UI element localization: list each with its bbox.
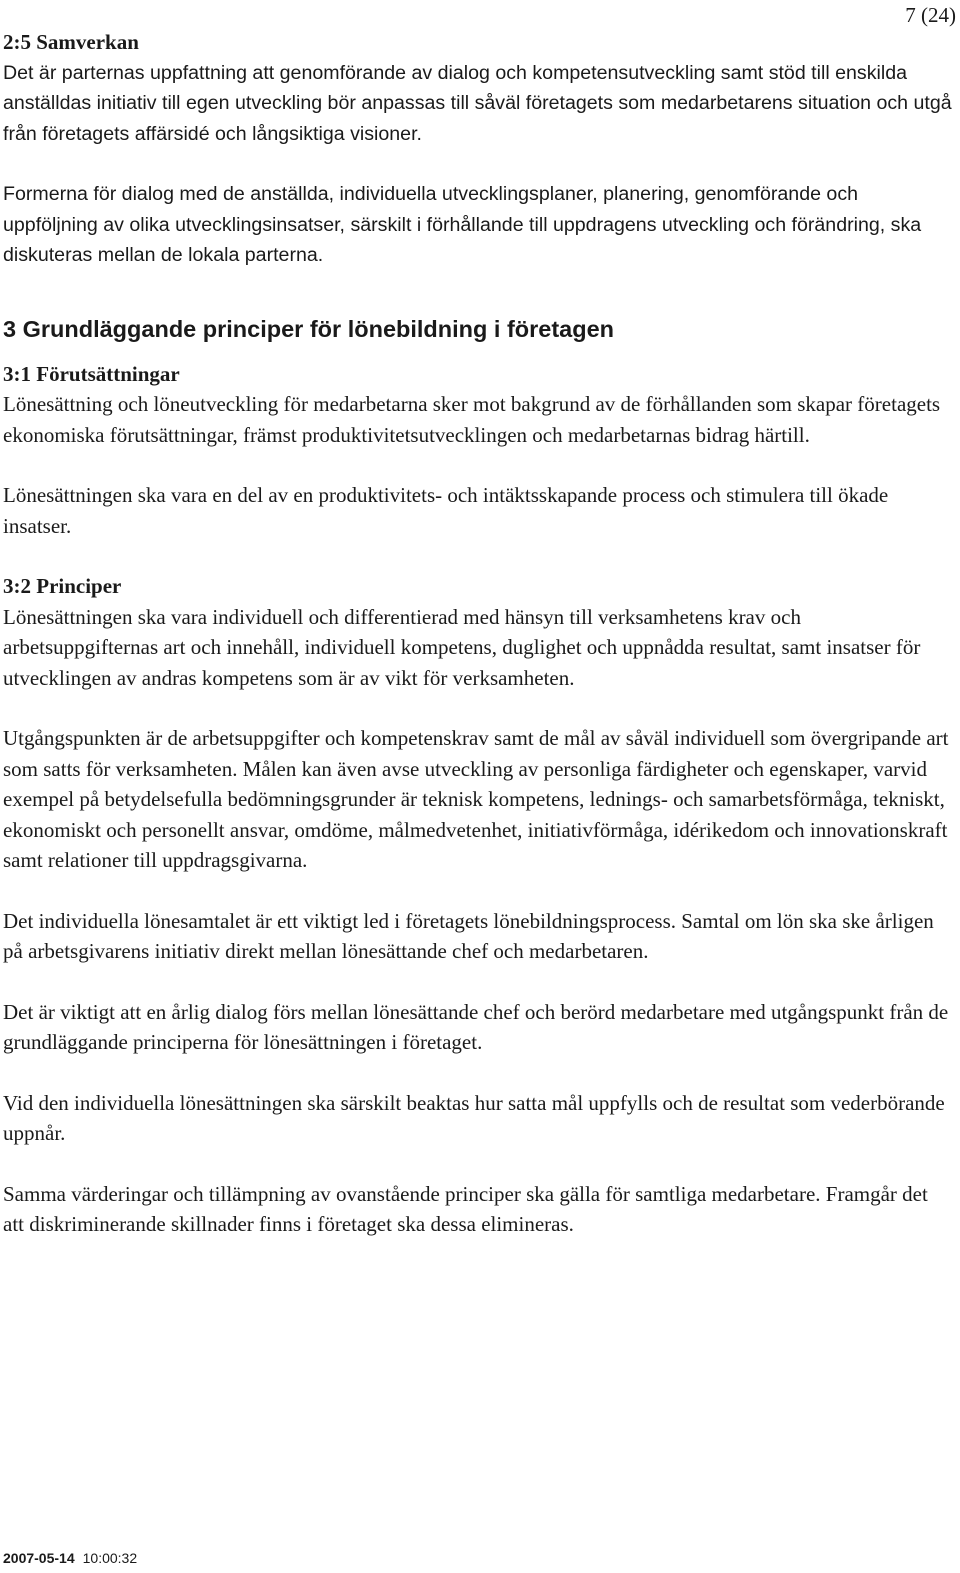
paragraph-3-2-1: Lönesättningen ska vara individuell och differentierad med hänsyn till verksamhetens krav och arbetsuppgifternas art och innehåll, individuell kompetens, duglighet och uppnådda resultat, samt insatser för utvecklingen av andras kompetens som är av vikt för verksamheten. [3,604,921,690]
paragraph-3-1-2: Lönesättningen ska vara en del av en produktivitets- och intäktsskapande process och stimulera till ökade insatser. [3,483,889,538]
footer-time: 10:00:32 [82,1550,138,1566]
section-heading-2-5: 2:5 Samverkan [3,30,139,54]
section-heading-3-1: 3:1 Förutsättningar [3,361,180,386]
paragraph-2-5-2: Formerna för dialog med de anställda, individuella utvecklingsplaner, planering, genomförande och uppföljning av olika utvecklingsinsatser, särskilt i förhållande till uppdragens utveckling och förändring, ska diskuteras mellan de lokala parterna. [3,183,922,266]
page-footer [3,1549,137,1567]
paragraph-3-2-3: Det individuella lönesamtalet är ett viktigt led i företagets lönebildningsprocess. Samtal om lön ska ske årligen på arbetsgivarens initiativ direkt mellan lönesättande chef och medarbetaren. [3,908,934,963]
paragraph-2-5-1: Det är parternas uppfattning att genomförande av dialog och kompetensutveckling samt stöd till enskilda anställdas initiativ till egen utveckling bör anpassas till såväl företagets som medarbetarens situation och utgå från företagets affärsidé och långsiktiga visioner. [3,61,952,145]
paragraph-3-2-5: Vid den individuella lönesättningen ska särskilt beaktas hur satta mål uppfylls och de resultat som vederbörande uppnår. [3,1090,945,1145]
paragraph-3-2-6: Samma värderingar och tillämpning av ovanstående principer ska gälla för samtliga medarbetare. Framgår det att diskriminerande skillnader finns i företaget ska dessa elimineras. [3,1181,928,1236]
section-2-5 [3,27,953,271]
paragraph-3-1-1: Lönesättning och löneutveckling för medarbetarna sker mot bakgrund av de förhållanden som skapar företagets ekonomiska förutsättningar, främst produktivitetsutvecklingen och medarbetarnas bidrag härtill. [3,392,941,447]
page-number: 7 (24) [905,3,956,27]
section-3-2 [3,571,953,1240]
footer-date: 2007-05-14 [3,1550,75,1566]
chapter-heading-3: 3 Grundläggande principer för lönebildning i företagen [3,315,615,342]
paragraph-3-2-4: Det är viktigt att en årlig dialog förs mellan lönesättande chef och berörd medarbetare med utgångspunkt från de grundläggande principerna för lönesättningen i företaget. [3,999,949,1054]
section-heading-3-2: 3:2 Principer [3,574,122,598]
section-3-1 [3,359,953,542]
document-body [3,27,953,1240]
paragraph-3-2-2: Utgångspunkten är de arbetsuppgifter och kompetenskrav samt de mål av såväl individuell som övergripande art som satts för verksamheten. Målen kan även avse utveckling av personliga färdigheter och egenskaper, varvid exempel på betydelsefulla bedömningsgrunder är teknisk kompetens, lednings- och samarbetsförmåga, tekniskt, ekonomiskt och personellt ansvar, omdöme, målmedvetenhet, initiativförmåga, idérikedom och innovationskraft samt relationer till uppdragsgivarna. [3,726,949,872]
